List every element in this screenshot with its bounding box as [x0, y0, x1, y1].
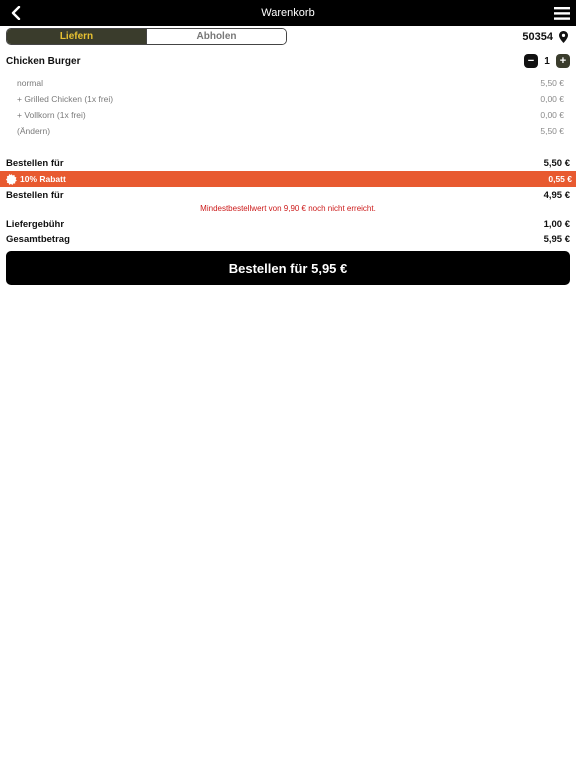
subtotal-row [6, 156, 570, 170]
subtotal-value: 5,50 € [543, 157, 570, 169]
cart-item [6, 53, 570, 69]
total-value: 5,95 € [543, 233, 570, 245]
option-label: + Vollkorn (1x frei) [17, 110, 86, 120]
top-bar [0, 0, 576, 26]
discounted-subtotal-value: 4,95 € [543, 189, 570, 201]
discount-label: 10% Rabatt [20, 174, 66, 184]
option-row [17, 76, 564, 90]
location-zip[interactable] [522, 28, 568, 45]
discounted-subtotal-label: Bestellen für [6, 189, 64, 201]
discount-badge-icon [6, 174, 17, 185]
increase-quantity-button[interactable]: + [556, 54, 570, 68]
total-row [6, 232, 570, 246]
option-row [17, 92, 564, 106]
option-price: 0,00 € [540, 94, 564, 104]
discount-value: 0,55 € [548, 174, 572, 184]
tab-pickup[interactable]: Abholen [146, 29, 286, 44]
min-order-warning: Mindestbestellwert von 9,90 € noch nicht erreicht. [200, 204, 376, 213]
option-price: 5,50 € [540, 78, 564, 88]
item-name: Chicken Burger [6, 55, 81, 67]
tab-deliver[interactable]: Liefern [7, 29, 146, 44]
delivery-fee-row [6, 217, 570, 231]
location-pin-icon [558, 31, 568, 43]
menu-button[interactable] [552, 3, 572, 23]
option-row [17, 108, 564, 122]
discount-bar [0, 171, 576, 187]
quantity-stepper [524, 54, 570, 68]
total-label: Gesamtbetrag [6, 233, 70, 245]
zip-code: 50354 [522, 30, 553, 43]
item-price: 5,50 € [540, 126, 564, 136]
option-label: + Grilled Chicken (1x frei) [17, 94, 114, 104]
hamburger-menu-icon [554, 7, 570, 20]
decrease-quantity-button[interactable]: − [524, 54, 538, 68]
delivery-mode-toggle [6, 28, 287, 45]
edit-item-row[interactable] [17, 124, 564, 138]
item-quantity: 1 [544, 55, 550, 67]
option-label: normal [17, 78, 43, 88]
subtotal-label: Bestellen für [6, 157, 64, 169]
place-order-button[interactable]: Bestellen für 5,95 € [6, 251, 570, 285]
discounted-subtotal-row [6, 188, 570, 202]
delivery-fee-value: 1,00 € [543, 218, 570, 230]
edit-item-link[interactable]: (Ändern) [17, 126, 51, 136]
option-price: 0,00 € [540, 110, 564, 120]
page-title: Warenkorb [261, 7, 315, 19]
delivery-fee-label: Liefergebühr [6, 218, 65, 230]
